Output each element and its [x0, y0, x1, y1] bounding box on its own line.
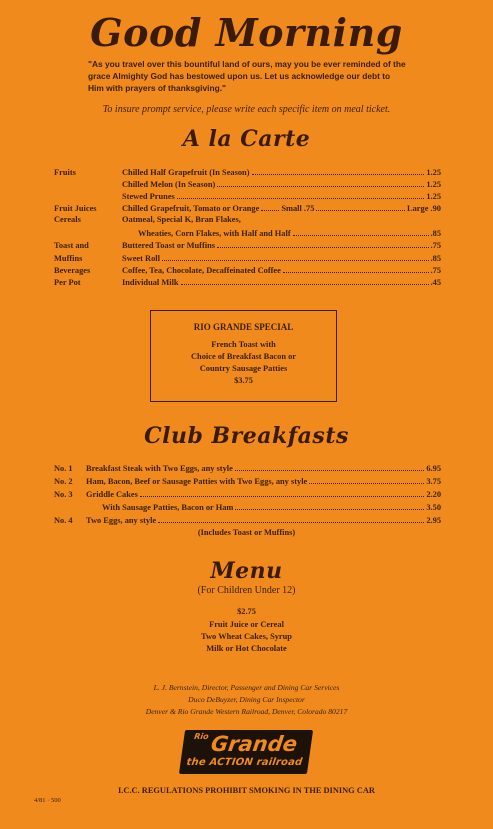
footer-notice: I.C.C. REGULATIONS PROHIBIT SMOKING IN THE DINING CAR	[118, 786, 375, 795]
credits	[0, 682, 493, 718]
item-price: 1.25	[426, 180, 441, 189]
category-label: Muffins	[54, 254, 83, 263]
credit-line: Duco DeBuyzer, Dining Car Inspector	[188, 695, 305, 704]
menu-item	[122, 240, 441, 251]
menu-item	[122, 277, 441, 288]
instruction-text: To insure prompt service, please write each specific item on meal ticket.	[102, 104, 391, 115]
menu-item	[122, 191, 441, 202]
club-breakfasts-title: Club Breakfasts	[144, 423, 349, 449]
club-item-price: 3.75	[426, 477, 441, 486]
rio-grande-logo	[179, 730, 313, 774]
club-number: No. 3	[54, 490, 73, 499]
menu-item	[122, 203, 441, 214]
category-label: Cereals	[54, 215, 81, 224]
menu-item	[122, 253, 441, 264]
club-note: (Includes Toast or Muffins)	[197, 528, 296, 537]
item-name: Chilled Grapefruit, Tomato or Orange	[122, 204, 260, 213]
category-label: Beverages	[54, 266, 91, 275]
kids-menu-line: Fruit Juice or Cereal	[209, 620, 284, 629]
item-name: Stewed Prunes	[122, 192, 175, 201]
item-name: Chilled Melon (In Season)	[122, 180, 216, 189]
club-item-price: 3.50	[426, 503, 441, 512]
item-name: Chilled Half Grapefruit (In Season)	[122, 168, 250, 177]
item-price: Large .90	[407, 204, 441, 213]
special-line: Choice of Breakfast Bacon or	[191, 352, 296, 361]
club-item-price: 6.95	[426, 464, 441, 473]
club-row	[54, 463, 441, 474]
club-item-name: Ham, Bacon, Beef or Sausage Patties with Two Eggs, any style	[86, 477, 308, 486]
kids-menu-line: Milk or Hot Chocolate	[206, 644, 287, 653]
item-name: Coffee, Tea, Chocolate, Decaffeinated Coffee	[122, 266, 281, 275]
special-line: French Toast with	[211, 340, 276, 349]
club-item-name: Breakfast Steak with Two Eggs, any style	[86, 464, 233, 473]
a-la-carte-title: A la Carte	[182, 126, 311, 152]
credit-line: L. J. Bernstein, Director, Passenger and Dining Car Services	[153, 683, 340, 692]
club-number: No. 4	[54, 516, 73, 525]
credit-line: Denver & Rio Grande Western Railroad, Denver, Colorado 80217	[145, 707, 348, 716]
club-row	[54, 489, 441, 500]
item-price: 1.25	[426, 168, 441, 177]
item-name: Individual Milk	[122, 278, 179, 287]
club-item-name: Griddle Cakes	[86, 490, 138, 499]
special-box	[150, 310, 337, 402]
special-line: Country Sausage Patties	[199, 364, 288, 373]
prayer-text: "As you travel over this bountiful land of ours, may you be ever reminded of the grace Almighty God has bestowed upon us. Let us acknowledge our debt to Him with prayers of thanksgiving."	[88, 59, 406, 93]
club-row	[54, 476, 441, 487]
item-price: .75	[430, 266, 441, 275]
item-price: .85	[430, 229, 441, 238]
menu-item	[122, 167, 441, 178]
kids-menu-price: $2.75	[237, 607, 256, 616]
club-row	[102, 502, 441, 513]
kids-menu-title: Menu	[210, 558, 283, 584]
item-price: .75	[430, 241, 441, 250]
menu-item	[122, 214, 441, 225]
logo-text: Rio	[193, 732, 210, 741]
category-label: Per Pot	[54, 278, 81, 287]
club-item-price: 2.20	[426, 490, 441, 499]
club-item-name: Two Eggs, any style	[86, 516, 157, 525]
club-item-price: 2.95	[426, 516, 441, 525]
kids-menu-line: Two Wheat Cakes, Syrup	[201, 632, 292, 641]
club-item-name: With Sausage Patties, Bacon or Ham	[102, 503, 234, 512]
club-row	[54, 515, 441, 526]
menu-item	[122, 265, 441, 276]
special-price: $3.75	[234, 376, 253, 385]
category-label: Fruits	[54, 168, 76, 177]
club-number: No. 2	[54, 477, 73, 486]
item-name: Buttered Toast or Muffins	[122, 241, 215, 250]
item-name: Oatmeal, Special K, Bran Flakes,	[122, 215, 241, 224]
logo-text: the ACTION railroad	[185, 757, 304, 768]
print-code: 4/81 · 500	[34, 797, 61, 804]
category-label: Fruit Juices	[54, 204, 97, 213]
menu-item	[138, 228, 441, 239]
item-price-small: Small .75	[281, 204, 315, 213]
item-price: .85	[430, 254, 441, 263]
special-heading: RIO GRANDE SPECIAL	[193, 322, 294, 332]
club-number: No. 1	[54, 464, 73, 473]
item-name: Sweet Roll	[122, 254, 160, 263]
category-label: Toast and	[54, 241, 89, 250]
page-title: Good Morning	[90, 10, 403, 55]
logo-text: Grande	[209, 732, 299, 756]
item-price: 1.25	[426, 192, 441, 201]
item-name: Wheaties, Corn Flakes, with Half and Half	[138, 229, 291, 238]
menu-item	[122, 179, 441, 190]
kids-menu-subtitle: (For Children Under 12)	[197, 585, 296, 596]
item-price: .45	[430, 278, 441, 287]
